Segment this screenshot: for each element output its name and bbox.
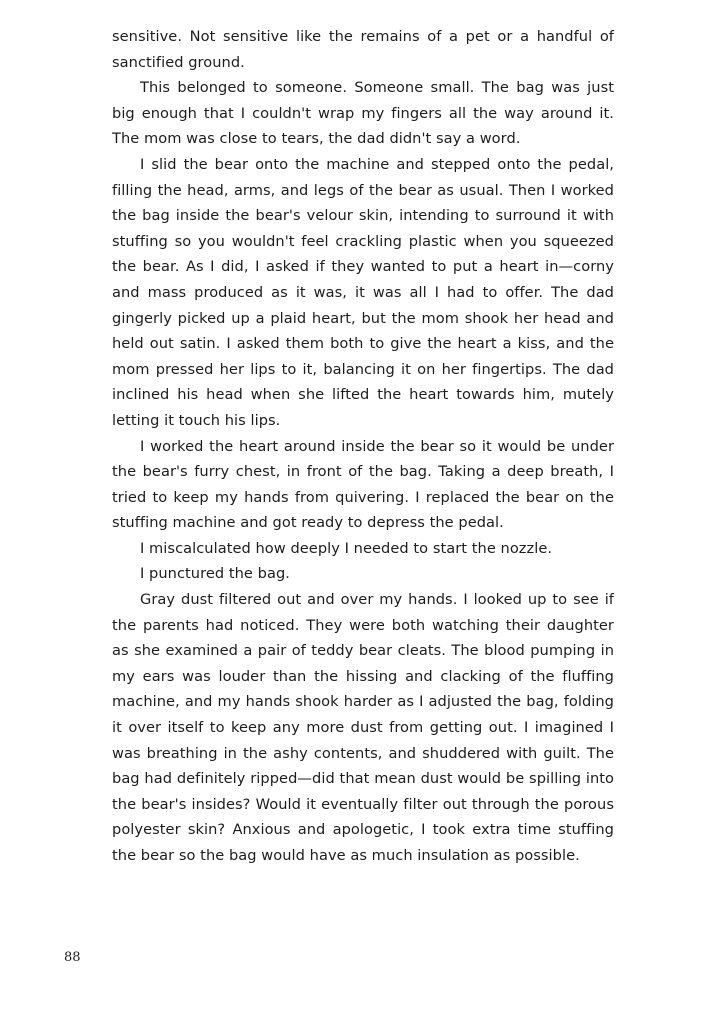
- page-number: 88: [64, 950, 81, 965]
- paragraph: This belonged to someone. Someone small. The bag was just big enough that I couldn't wrap my fingers all the way around it. The mom was close to tears, the dad didn't say a word.: [112, 79, 614, 148]
- paragraph: I worked the heart around inside the bear so it would be under the bear's furry chest, in front of the bag. Taking a deep breath, I tried to keep my hands from quivering. I replaced the bear on the stuffing machine and got ready to depress the pedal.: [112, 437, 614, 532]
- paragraph: Gray dust filtered out and over my hands. I looked up to see if the parents had noticed. They were both watching their daughter as she examined a pair of teddy bear cleats. The blood pumping in my ears was louder than the hissing and clacking of the fluffing machine, and my hands shook harder as I adjusted the bag, folding it over itself to keep any more dust from getting out. I imagined I was breathing in the ashy contents, and shuddered with guilt. The bag had definitely ripped—did that mean dust would be spilling into the bear's insides? Would it eventually filter out through the porous polyester skin? Anxious and apologetic, I took extra time stuffing the bear so the bag would have as much insulation as possible.: [112, 591, 614, 864]
- paragraph: sensitive. Not sensitive like the remains of a pet or a handful of sanctified ground.: [112, 28, 614, 71]
- paragraph: I miscalculated how deeply I needed to start the nozzle.: [140, 539, 553, 557]
- paragraph: I slid the bear onto the machine and stepped onto the pedal, filling the head, arms, and legs of the bear as usual. Then I worked the bag inside the bear's velour skin, intending to surround it with stuffing so you wouldn't feel crackling plastic when you squeezed the bear. As I did, I asked if they wanted to put a heart in—corny and mass produced as it was, it was all I had to offer. The dad gingerly picked up a plaid heart, but the mom shook her head and held out satin. I asked them both to give the heart a kiss, and the mom pressed her lips to it, balancing it on her fingertips. The dad inclined his head when she lifted the heart towards him, mutely letting it touch his lips.: [112, 155, 614, 429]
- paragraph: I punctured the bag.: [140, 565, 290, 583]
- body-text-column: [112, 24, 614, 869]
